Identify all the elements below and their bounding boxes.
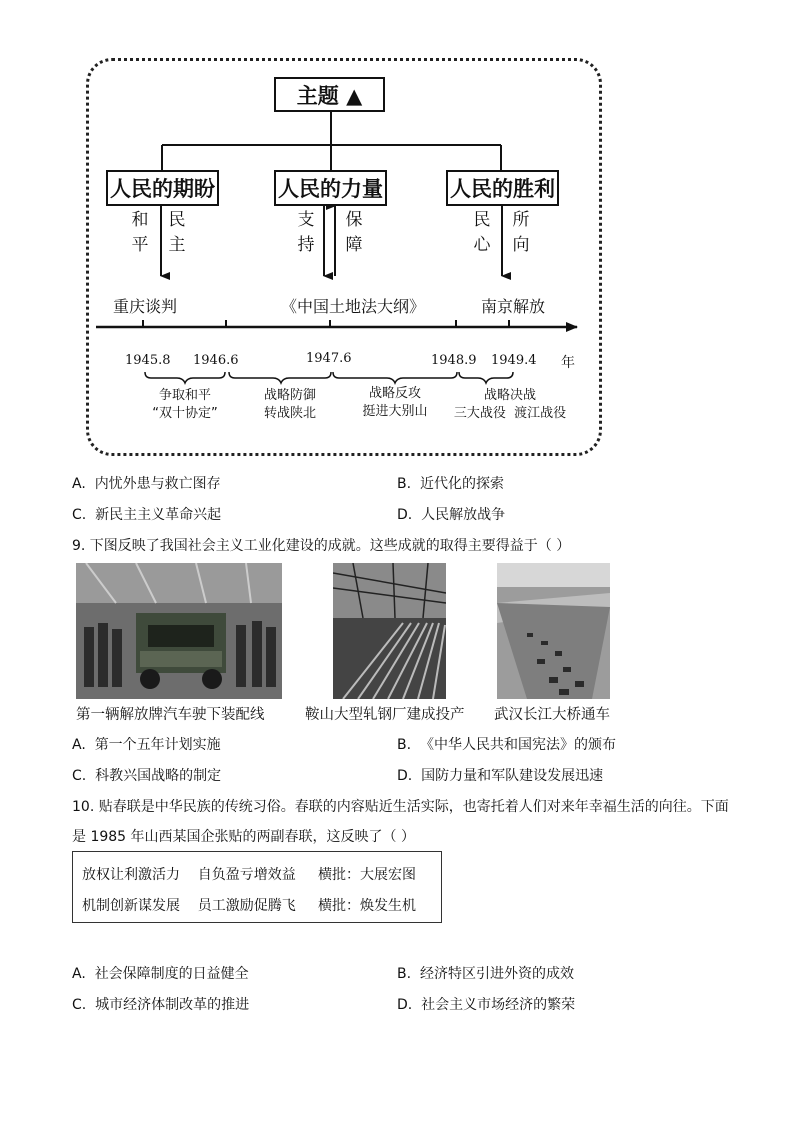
q9-option-b[interactable]: B. 《中华人民共和国宪法》的颁布 — [397, 737, 616, 753]
branch-2-right-char: 保 — [345, 210, 363, 230]
year-label: 1946.6 — [193, 353, 239, 368]
branch-1-right-char: 主 — [168, 235, 186, 255]
photo-caption: 鞍山大型轧钢厂建成投产 — [305, 707, 465, 723]
event-label: 南京解放 — [481, 297, 546, 316]
q10-option-a[interactable]: A. 社会保障制度的日益健全 — [72, 966, 249, 982]
q10-option-b[interactable]: B. 经济特区引进外资的成效 — [397, 966, 574, 982]
year-unit: 年 — [561, 355, 575, 371]
branch-box-3: 人民的胜利 — [446, 170, 559, 206]
branch-3-right-char: 所 — [512, 210, 530, 230]
branch-3-left-char: 心 — [473, 235, 491, 255]
q9-stem: 9. 下图反映了我国社会主义工业化建设的成就。这些成就的取得主要得益于（ ） — [72, 538, 571, 554]
couplet-line: 机制创新谋发展 员工激励促腾飞 横批：焕发生机 — [82, 898, 417, 914]
q9-option-c[interactable]: C. 科教兴国战略的制定 — [72, 768, 222, 784]
phase-label: 争取和平 “双十协定” — [152, 388, 218, 421]
photo-caption: 武汉长江大桥通车 — [494, 707, 610, 723]
event-label: 《中国土地法大纲》 — [281, 297, 426, 316]
year-label: 1948.9 — [431, 353, 477, 368]
year-label: 1949.4 — [491, 353, 537, 368]
branch-3-left-char: 民 — [473, 210, 491, 230]
yangtze-bridge-photo — [497, 563, 610, 699]
phase-label: 战略防御 转战陕北 — [263, 388, 316, 421]
q10-stem-line2: 是 1985 年山西某国企张贴的两副春联，这反映了（ ） — [72, 829, 415, 845]
branch-2-right-char: 障 — [345, 235, 363, 255]
year-label: 1945.8 — [125, 353, 171, 368]
couplet-box — [72, 851, 442, 923]
branch-3-right-char: 向 — [512, 235, 530, 255]
branch-1-right-char: 民 — [168, 210, 186, 230]
couplet-line: 放权让利激活力 自负盈亏增效益 横批：大展宏图 — [82, 867, 417, 883]
q8-option-c[interactable]: C. 新民主主义革命兴起 — [72, 507, 222, 523]
theme-box: 主题 ▲ — [274, 77, 385, 112]
q9-option-d[interactable]: D. 国防力量和军队建设发展迅速 — [397, 768, 604, 784]
photo-caption: 第一辆解放牌汽车驶下装配线 — [76, 707, 265, 723]
branch-2-left-char: 持 — [297, 235, 315, 255]
year-label: 1947.6 — [306, 351, 352, 366]
phase-label: 战略决战 三大战役 渡江战役 — [453, 388, 567, 421]
branch-box-1: 人民的期盼 — [106, 170, 219, 206]
q8-option-b[interactable]: B. 近代化的探索 — [397, 476, 504, 492]
q10-option-d[interactable]: D. 社会主义市场经济的繁荣 — [397, 997, 576, 1013]
q10-option-c[interactable]: C. 城市经济体制改革的推进 — [72, 997, 250, 1013]
event-label: 重庆谈判 — [113, 297, 178, 316]
branch-box-2: 人民的力量 — [274, 170, 387, 206]
branch-1-left-char: 和 — [131, 210, 149, 230]
q8-option-a[interactable]: A. 内忧外患与救亡图存 — [72, 476, 221, 492]
rolling-mill-photo — [333, 563, 446, 699]
branch-2-left-char: 支 — [297, 210, 315, 230]
truck-assembly-photo — [76, 563, 282, 699]
q9-option-a[interactable]: A. 第一个五年计划实施 — [72, 737, 221, 753]
phase-label: 战略反攻 挺进大别山 — [362, 386, 428, 419]
q10-stem-line1: 10. 贴春联是中华民族的传统习俗。春联的内容贴近生活实际，也寄托着人们对来年幸福生活的向往。下面 — [72, 799, 729, 815]
branch-1-left-char: 平 — [131, 235, 149, 255]
q8-option-d[interactable]: D. 人民解放战争 — [397, 507, 506, 523]
